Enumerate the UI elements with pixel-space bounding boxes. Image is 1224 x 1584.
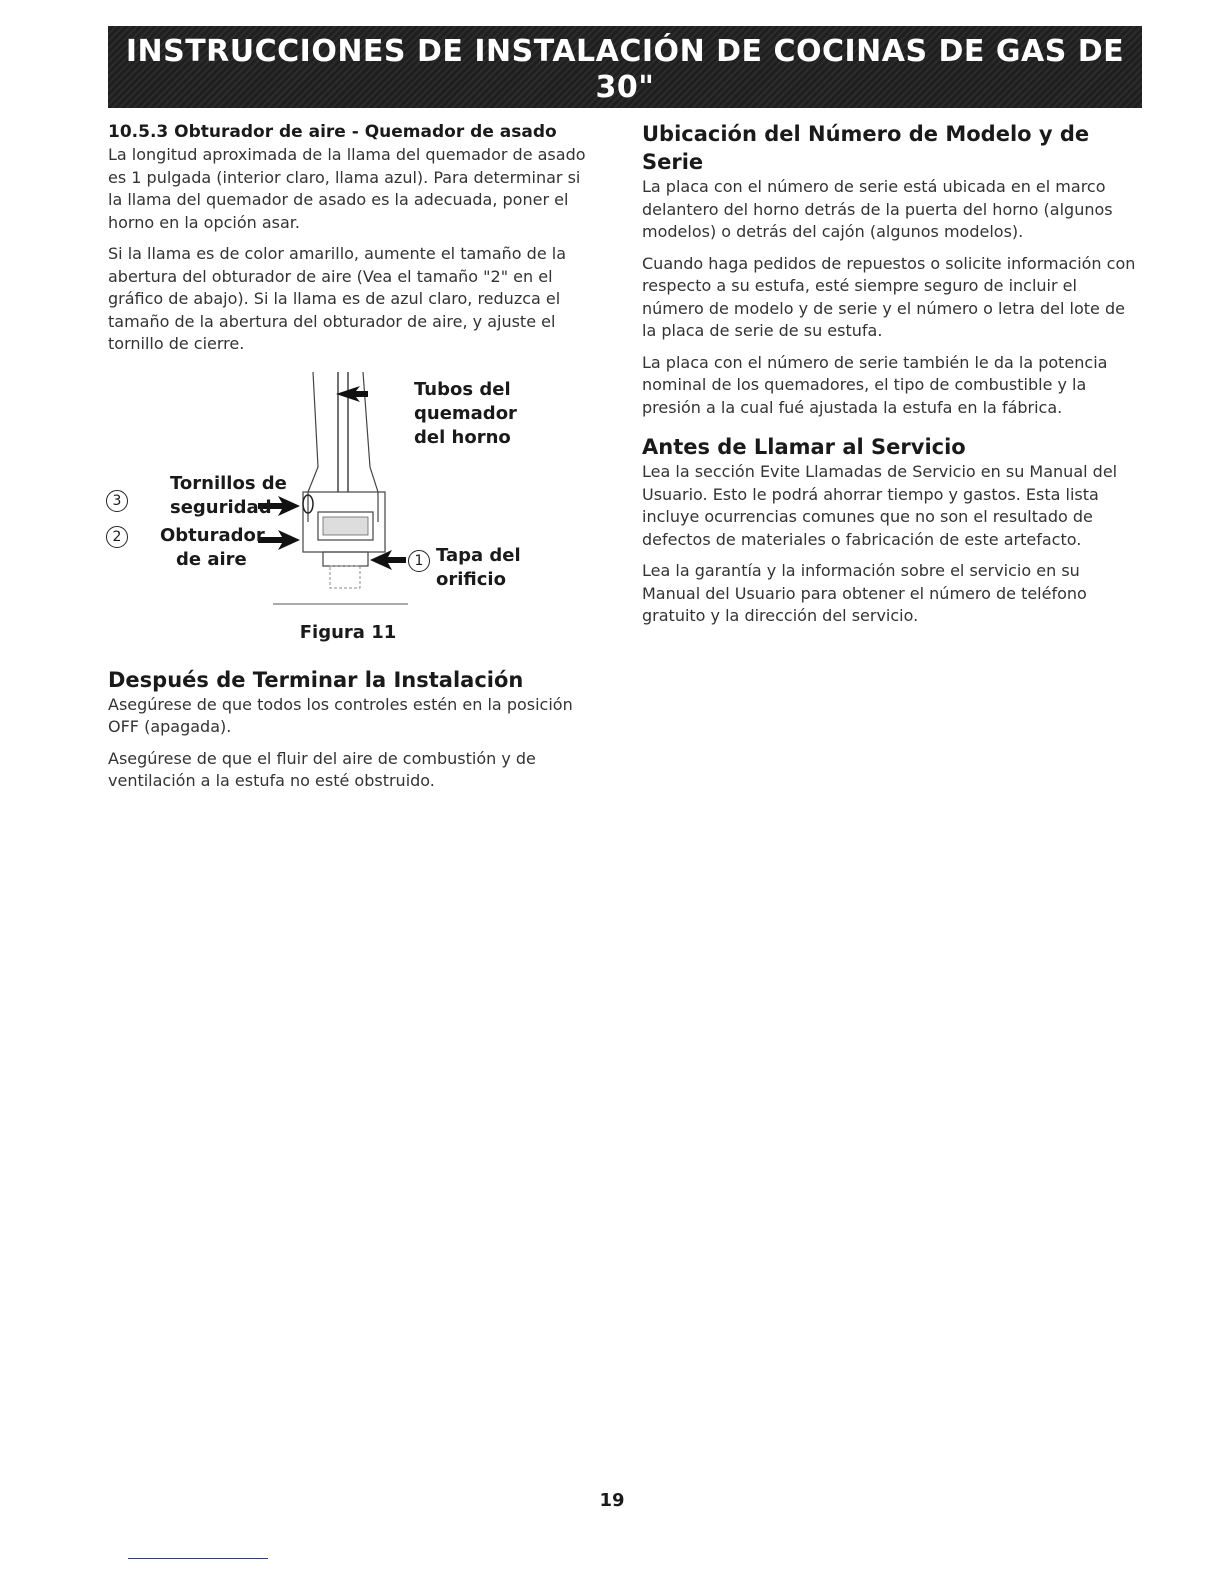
section-heading-air-shutter: 10.5.3 Obturador de aire - Quemador de asado	[108, 122, 557, 142]
document-title: INSTRUCCIONES DE INSTALACIÓN DE COCINAS DE GAS DE 30"	[125, 34, 1125, 105]
paragraph-airflow: Asegúrese de que el fluir del aire de combustión y de ventilación a la estufa no esté obstruido.	[108, 748, 536, 790]
paragraph-controls-off: Asegúrese de que todos los controles estén en la posición OFF (apagada).	[108, 694, 573, 736]
heading-model-serial-location: Ubicación del Número de Modelo y de Serie	[642, 122, 1090, 174]
paragraph-flame-length: La longitud aproximada de la llama del quemador de asado es 1 pulgada (interior claro, llama azul). Para determinar si la llama del quemador de asado es la adecuada, poner el horno en la opción asar.	[108, 145, 586, 232]
footer-rule	[128, 1558, 268, 1559]
page-number: 19	[599, 1490, 625, 1511]
paragraph-serial-plate-location: La placa con el número de serie está ubicada en el marco delantero del horno detrás de la puerta del horno (algunos modelos) o detrás del cajón (algunos modelos).	[642, 177, 1113, 241]
figure-caption: Figura 11	[299, 621, 397, 643]
paragraph-warranty: Lea la garantía y la información sobre el servicio en su Manual del Usuario para obtener el número de teléfono gratuito y la dirección del servicio.	[642, 561, 1087, 625]
left-column	[108, 120, 588, 802]
paragraph-flame-adjust: Si la llama es de color amarillo, aumente el tamaño de la abertura del obturador de aire (Vea el tamaño "2" en el gráfico de abajo). Si la llama es de azul claro, reduzca el tamaño de la abertura del obturador de aire, y ajuste el tornillo de cierre.	[108, 244, 567, 353]
paragraph-serial-plate-ratings: La placa con el número de serie también le da la potencia nominal de los quemadores, el tipo de combustible y la presión a la cual fué ajustada la estufa en la fábrica.	[642, 352, 1108, 417]
figure-11	[108, 372, 588, 652]
label-tubes: Tubos del quemador del horno	[414, 378, 517, 448]
paragraph-avoid-service-calls: Lea la sección Evite Llamadas de Servicio en su Manual del Usuario. Esto le podrá ahorrar tiempo y gastos. Esta lista incluye ocurrencias comunes que no son el resultado de defectos de materiales o fabricación de este artefacto.	[642, 462, 1118, 549]
heading-before-service: Antes de Llamar al Servicio	[642, 435, 966, 459]
callout-2: 2	[106, 526, 128, 548]
heading-after-installation: Después de Terminar la Instalación	[108, 667, 524, 692]
callout-3: 3	[106, 490, 128, 512]
callout-1: 1	[408, 550, 430, 572]
label-orifice-cap: Tapa del orificio	[436, 544, 521, 590]
label-screws: Tornillos de seguridad	[170, 472, 287, 518]
right-column	[642, 120, 1142, 637]
arrow-cap	[370, 550, 406, 570]
paragraph-ordering-parts: Cuando haga pedidos de repuestos o solicite información con respecto a su estufa, esté siempre seguro de incluir el número de modelo y de serie y el número o letra del lote de la placa de serie de su estufa.	[642, 253, 1136, 340]
document-subtitle: (Modelos con quemadores sellados)	[401, 108, 849, 133]
arrow-tubes	[336, 386, 368, 402]
label-shutter: Obturador de aire	[160, 524, 265, 570]
